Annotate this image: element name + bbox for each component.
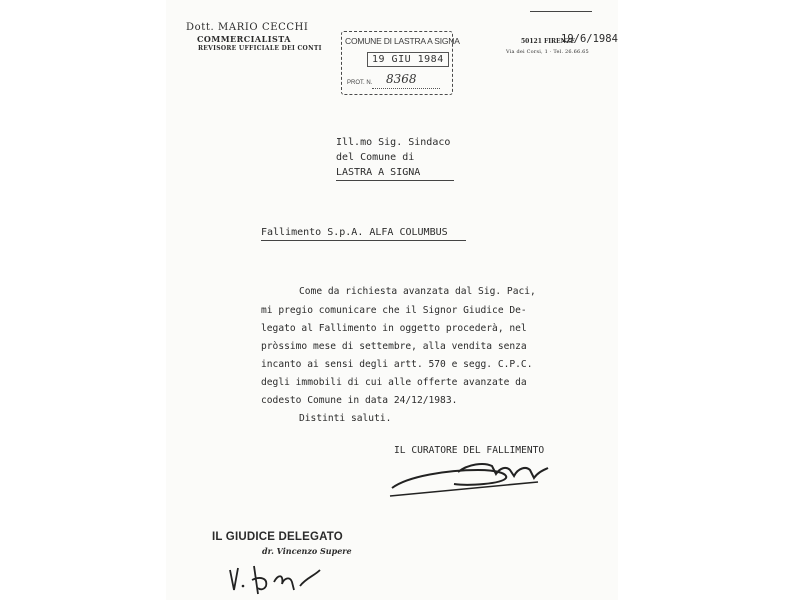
- letter-place: 50121 FIRENZE: [521, 38, 576, 45]
- sender-name: Dott. MARIO CECCHI: [186, 22, 309, 33]
- stamp-prot-label: PROT. N.: [347, 80, 373, 86]
- recipient-line-3: LASTRA A SIGNA: [336, 167, 421, 178]
- stamp-prot-number: 8368: [386, 72, 417, 86]
- recipient-line-2: del Comune di: [336, 152, 415, 163]
- stamp-prot-line: [372, 88, 440, 90]
- judge-title: IL GIUDICE DELEGATO: [212, 531, 343, 543]
- recipient-line-1: Ill.mo Sig. Sindaco: [336, 137, 451, 148]
- body-line-2: mi pregio comunicare che il Signor Giudice De-: [261, 305, 527, 316]
- subject-line: Fallimento S.p.A. ALFA COLUMBUS: [261, 227, 448, 238]
- judge-signature: [224, 560, 334, 600]
- body-line-1: Come da richiesta avanzata dal Sig. Paci,: [299, 286, 536, 297]
- body-line-5: incanto ai sensi degli artt. 570 e segg. C.P.C.: [261, 359, 533, 370]
- sender-profession: COMMERCIALISTA: [197, 34, 291, 44]
- recipient-underline: [336, 180, 454, 181]
- greeting: Distinti saluti.: [299, 413, 392, 424]
- body-line-3: legato al Fallimento in oggetto procederà, nel: [261, 323, 527, 334]
- body-line-6: degli immobili di cui alle offerte avanzate da: [261, 377, 527, 388]
- sender-role: REVISORE UFFICIALE DEI CONTI: [198, 45, 322, 52]
- body-line-7: codesto Comune in data 24/12/1983.: [261, 395, 458, 406]
- subject-underline: [261, 240, 466, 241]
- body-line-4: pròssimo mese di settembre, alla vendita senza: [261, 341, 527, 352]
- curator-signature: [388, 456, 553, 500]
- judge-name: dr. Vincenzo Supere: [262, 546, 352, 556]
- closing-title: IL CURATORE DEL FALLIMENTO: [394, 445, 545, 456]
- letter-date: 19/6/1984: [561, 33, 618, 45]
- stamp-comune: COMUNE DI LASTRA A SIGNA: [345, 36, 460, 46]
- top-rule: [530, 11, 592, 12]
- sender-address: Via dei Corsi, 1 · Tel. 26.66.65: [506, 49, 589, 55]
- stamp-date: 19 GIU 1984: [367, 52, 449, 67]
